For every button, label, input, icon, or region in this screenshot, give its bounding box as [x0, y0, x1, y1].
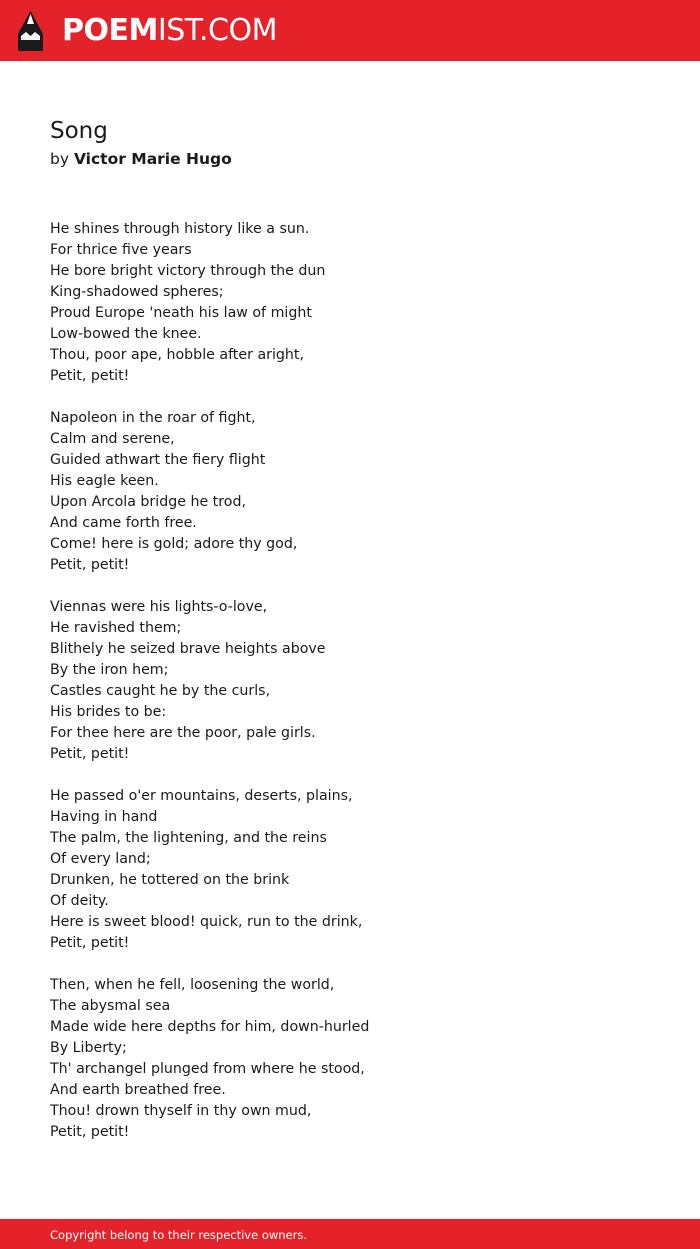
- poem-line: The palm, the lightening, and the reins: [50, 830, 327, 846]
- poem-line: Having in hand: [50, 809, 158, 825]
- by-label: by: [50, 150, 70, 168]
- poem-line: Made wide here depths for him, down-hurled: [50, 1019, 370, 1035]
- pencil-icon: [17, 10, 44, 52]
- poem-line: Petit, petit!: [50, 935, 130, 951]
- poem-line: Drunken, he tottered on the brink: [50, 872, 290, 888]
- site-header: [0, 0, 700, 61]
- poem-line: Petit, petit!: [50, 368, 130, 384]
- poem-line: He passed o'er mountains, deserts, plains,: [50, 788, 353, 804]
- poem-line: King-shadowed spheres;: [50, 284, 224, 300]
- poem-line: Proud Europe 'neath his law of might: [50, 305, 312, 321]
- poem-title: Song: [50, 118, 108, 144]
- poem-line: Petit, petit!: [50, 1124, 130, 1140]
- poem-line: The abysmal sea: [50, 998, 171, 1014]
- stanza: [50, 786, 670, 954]
- poem-line: He ravished them;: [50, 620, 182, 636]
- stanza: [50, 975, 670, 1143]
- poem-line: And came forth free.: [50, 515, 197, 531]
- site-logo-link[interactable]: [17, 9, 277, 53]
- poem-line: Of deity.: [50, 893, 109, 909]
- poem-line: Thou! drown thyself in thy own mud,: [50, 1103, 312, 1119]
- poem-line: He shines through history like a sun.: [50, 221, 310, 237]
- stanza: [50, 597, 670, 765]
- poem-line: For thrice five years: [50, 242, 192, 258]
- logo-text: [62, 9, 277, 53]
- stanza: [50, 219, 670, 387]
- poem-line: Petit, petit!: [50, 557, 130, 573]
- poem-body: [50, 219, 670, 1164]
- poem-line: Guided athwart the fiery flight: [50, 452, 266, 468]
- poem-line: Castles caught he by the curls,: [50, 683, 271, 699]
- poem-line: For thee here are the poor, pale girls.: [50, 725, 316, 741]
- poem-line: He bore bright victory through the dun: [50, 263, 326, 279]
- poem-line: By the iron hem;: [50, 662, 169, 678]
- logo-text-bold: POEM: [62, 13, 158, 48]
- poem-line: Of every land;: [50, 851, 151, 867]
- poem-line: Viennas were his lights-o-love,: [50, 599, 268, 615]
- poem-line: Napoleon in the roar of fight,: [50, 410, 256, 426]
- poem-line: Thou, poor ape, hobble after aright,: [50, 347, 304, 363]
- poem-line: By Liberty;: [50, 1040, 127, 1056]
- poem-line: Blithely he seized brave heights above: [50, 641, 326, 657]
- site-footer: [0, 1219, 700, 1249]
- copyright-text: Copyright belong to their respective owners.: [50, 1228, 308, 1242]
- poem-line: Th' archangel plunged from where he stood,: [50, 1061, 365, 1077]
- poem-byline: [50, 148, 232, 170]
- poem-line: Petit, petit!: [50, 746, 130, 762]
- poem-line: Come! here is gold; adore thy god,: [50, 536, 298, 552]
- poem-line: His eagle keen.: [50, 473, 159, 489]
- poem-line: Low-bowed the knee.: [50, 326, 202, 342]
- poem-line: Here is sweet blood! quick, run to the drink,: [50, 914, 363, 930]
- poem-line: Calm and serene,: [50, 431, 175, 447]
- author-name: Victor Marie Hugo: [73, 150, 232, 168]
- stanza: [50, 408, 670, 576]
- poem-line: Upon Arcola bridge he trod,: [50, 494, 246, 510]
- logo-text-light: IST.COM: [157, 13, 277, 48]
- poem-line: Then, when he fell, loosening the world,: [50, 977, 335, 993]
- poem-line: And earth breathed free.: [50, 1082, 226, 1098]
- poem-line: His brides to be:: [50, 704, 167, 720]
